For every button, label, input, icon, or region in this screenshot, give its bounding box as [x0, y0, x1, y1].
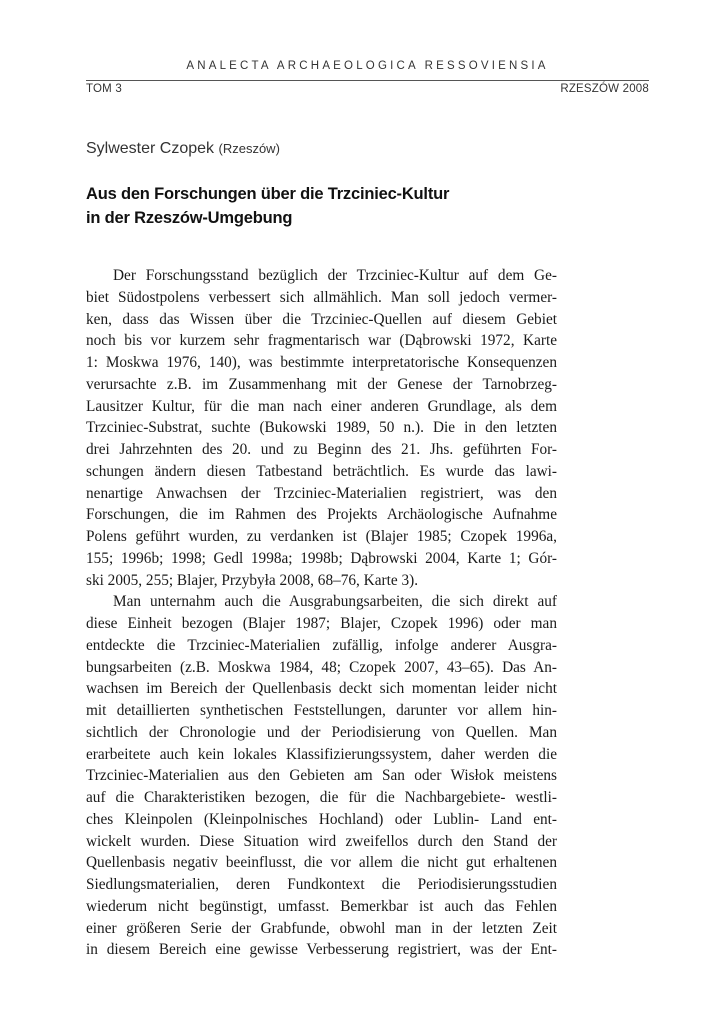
- text-line: Der Forschungsstand bezüglich der Trzciniec-Kultur auf dem Ge-: [113, 267, 557, 284]
- text-line: ken, dass das Wissen über die Trzciniec-Quellen auf diesem Gebiet: [86, 310, 557, 328]
- text-line: ski 2005, 255; Blajer, Przybyła 2008, 68–76, Karte 3).: [86, 571, 419, 589]
- text-line: Quellenbasis negativ beeinflusst, die vor allem die nicht gut erhaltenen: [86, 854, 557, 872]
- text-line: Trzciniec-Substrat, suchte (Bukowski 1989, 50 n.). Die in den letzten: [86, 419, 557, 437]
- text-line: biet Südostpolens verbessert sich allmählich. Man soll jedoch vermer-: [86, 288, 557, 306]
- author-affiliation: (Rzeszów): [218, 141, 280, 156]
- text-line: bungsarbeiten (z.B. Moskwa 1984, 48; Czopek 2007, 43–65). Das An-: [86, 658, 557, 676]
- paragraph: [86, 265, 557, 591]
- text-line: mit detaillierten synthetischen Feststellungen, darunter vor allem hin-: [86, 702, 557, 719]
- text-line: noch bis vor kurzem sehr fragmentarisch war (Dąbrowski 1972, Karte: [86, 332, 557, 350]
- text-line: in diesem Bereich eine gewisse Verbesserung registriert, was der Ent-: [86, 941, 557, 959]
- text-line: Man unternahm auch die Ausgrabungsarbeiten, die sich direkt auf: [113, 593, 557, 611]
- text-line: Polens geführt wurden, zu verdanken ist (Blajer 1985; Czopek 1996a,: [86, 528, 557, 545]
- text-line: auf die Charakteristiken bezogen, die für die Nachbargebiete- westli-: [86, 789, 557, 806]
- text-line: wiederum nicht begünstigt, umfasst. Bemerkbar ist auch das Fehlen: [86, 897, 557, 915]
- text-line: entdeckte die Trzciniec-Materialien zufällig, infolge anderer Ausgra-: [86, 636, 557, 654]
- text-line: 155; 1996b; 1998; Gedl 1998a; 1998b; Dąbrowski 2004, Karte 1; Gór-: [86, 549, 557, 567]
- author-line: [86, 140, 280, 158]
- article-body: [86, 265, 557, 961]
- text-line: Forschungen, die im Rahmen des Projekts Archäologische Aufnahme: [86, 506, 557, 524]
- volume-number: TOM 3: [86, 83, 122, 95]
- text-line: wickelt wurden. Diese Situation wird zweifellos durch den Stand der: [86, 832, 557, 850]
- title-line: in der Rzeszów-Umgebung: [86, 209, 293, 227]
- text-line: sichtlich der Chronologie und der Periodisierung von Quellen. Man: [86, 723, 557, 741]
- header-rule: [86, 80, 649, 81]
- text-line: schungen ändern diesen Tatbestand beträchtlich. Es wurde das lawi-: [86, 462, 557, 480]
- journal-title: ANALECTA ARCHAEOLOGICA RESSOVIENSIA: [186, 60, 549, 72]
- author-name: Sylwester Czopek: [86, 140, 215, 157]
- text-line: wachsen im Bereich der Quellenbasis deckt sich momentan leider nicht: [86, 680, 557, 698]
- place-year: RZESZÓW 2008: [560, 83, 649, 95]
- paragraph: [86, 591, 557, 961]
- title-line: Aus den Forschungen über die Trzciniec-Kultur: [86, 185, 450, 203]
- text-line: nenartige Anwachsen der Trzciniec-Materialien registriert, was den: [86, 484, 557, 502]
- text-line: erarbeitete auch kein lokales Klassifizierungssystem, daher werden die: [86, 745, 557, 763]
- text-line: verursachte z.B. im Zusammenhang mit der Genese der Tarnobrzeg-: [86, 375, 557, 393]
- text-line: 1: Moskwa 1976, 140), was bestimmte interpretatorische Konsequenzen: [86, 354, 557, 371]
- text-line: drei Jahrzehnten des 20. und zu Beginn des 21. Jhs. geführten For-: [86, 441, 557, 458]
- text-line: ches Kleinpolen (Kleinpolnisches Hochland) oder Lublin- Land ent-: [86, 810, 557, 828]
- text-line: Lausitzer Kultur, für die man nach einer anderen Grundlage, als dem: [86, 397, 557, 415]
- article-title: [86, 182, 649, 230]
- text-line: Siedlungsmaterialien, deren Fundkontext die Periodisierungsstudien: [86, 876, 557, 893]
- text-line: diese Einheit bezogen (Blajer 1987; Blajer, Czopek 1996) oder man: [86, 615, 557, 632]
- text-line: Trzciniec-Materialien aus den Gebieten am San oder Wisłok meistens: [86, 767, 557, 785]
- text-line: einer größeren Serie der Grabfunde, obwohl man in der letzten Zeit: [86, 919, 557, 937]
